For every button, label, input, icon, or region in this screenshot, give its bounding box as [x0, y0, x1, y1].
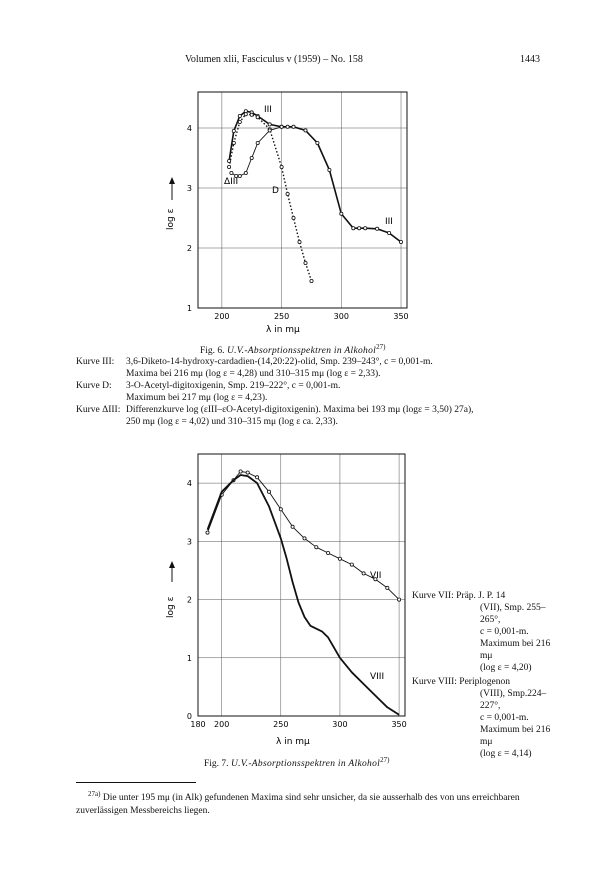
fig6-plot-frame [198, 92, 407, 308]
fig6-series-D-point [280, 165, 283, 168]
fig6-x-tick-label: 350 [393, 312, 409, 321]
fig6-series-D-line [229, 114, 311, 281]
y-axis-arrowhead [169, 561, 175, 568]
fig6-series-D-point [244, 113, 247, 116]
fig7-y-tick-label: 4 [186, 479, 192, 489]
fig7-y-tick-label: 0 [186, 712, 192, 721]
fig6-y-tick-label: 2 [186, 244, 192, 253]
fig6-series-D-point [298, 240, 301, 243]
figure-6-legend-block: Kurve III: 3,6-Diketo-14-hydroxy-cardadien-(14,20:22)-olid, Smp. 239–243°, c = 0,001-m. Maxima bei 216 mμ (log ε = 4,28) und 310–315 mμ (log ε = 2,33). Kurve D: 3-O-Acetyl-digitoxigenin, Smp. 219–222°, c = 0,001-m. Maximum bei 217 mμ (log ε = 4,23). Kurve ΔIII: Differenzkurve log (εIII–εO-Acetyl-digitoxigenin). Maxima bei 193 mμ (logε = 3,50) 27a), 250 mμ (log ε = 4,02) und 310–315 mμ (log ε ca. 2,33). [76, 357, 474, 427]
figure-6-chart [160, 80, 420, 340]
fig6-series-delta-III-point [244, 171, 247, 174]
y-axis-arrowhead [169, 177, 175, 184]
fig6-series-III-point [388, 231, 391, 234]
fig6-y-tick-label: 1 [186, 304, 192, 313]
page-number: 1443 [520, 54, 540, 65]
fig6-series-D-point [292, 216, 295, 219]
fig6-series-delta-III-point [280, 125, 283, 128]
fig6-series-D-point [238, 120, 241, 123]
fig7-series-VII-point [239, 470, 242, 473]
fig7-series-VII-point [398, 598, 401, 601]
fig6-series-III-point [352, 227, 355, 230]
fig7-series-VII-point [267, 490, 270, 493]
fig7-series-VII-point [256, 476, 259, 479]
fig6-series-III-line [229, 111, 401, 242]
fig7-x-tick-label: 300 [332, 720, 348, 729]
fig6-series-III-point [328, 168, 331, 171]
fig6-series-delta-III-point [230, 171, 233, 174]
fig7-y-tick-label: 2 [186, 595, 192, 605]
fig6-series-III-point [340, 212, 343, 215]
fig7-series-VII-point [327, 551, 330, 554]
fig6-series-D-point [232, 141, 235, 144]
fig6-series-delta-III-point [250, 156, 253, 159]
kurve-VIII-entry: Kurve VIII: Periplogenon (VIII), Smp.224–227°, c = 0,001-m. Maximum bei 216 mμ (log ε = 4,14) [412, 677, 551, 759]
x-axis-label: λ in mμ [266, 325, 300, 335]
fig6-x-tick-label: 250 [273, 312, 290, 321]
fig6-series-delta-III-point [268, 129, 271, 132]
fig6-series-D-point [250, 113, 253, 116]
fig7-series-VII-point [303, 537, 306, 540]
y-axis-label: log ε [166, 208, 176, 230]
fig6-series-III-point [292, 125, 295, 128]
fig7-series-VII-point [362, 572, 365, 575]
fig7-series-VII-point [315, 546, 318, 549]
curve-label-III-tail: III [385, 217, 393, 227]
fig7-x-tick-label: 350 [391, 720, 407, 729]
curve-label-III-peak: III [264, 105, 272, 115]
fig6-series-delta-III-point [256, 141, 259, 144]
running-header: Volumen xlii, Fasciculus v (1959) – No. 158 [185, 54, 363, 65]
fig6-series-D-point [304, 261, 307, 264]
fig7-x-tick-label: 180 [190, 720, 206, 729]
fig7-y-tick-label: 3 [186, 537, 192, 547]
fig6-series-delta-III-point [286, 125, 289, 128]
fig6-x-tick-label: 300 [333, 312, 349, 321]
fig7-series-VII-point [291, 525, 294, 528]
figure-7-caption: Fig. 7. U.V.-Absorptionsspektren in Alkohol$^{27)}$ [204, 756, 390, 770]
fig6-series-D-point [256, 116, 259, 119]
y-axis-label: log ε [166, 596, 176, 618]
fig7-series-VII-point [206, 531, 209, 534]
fig6-series-III-point [316, 141, 319, 144]
figure-7-chart [160, 446, 420, 751]
fig6-series-III-point [376, 227, 379, 230]
fig7-series-VII-point [246, 471, 249, 474]
figure-7-legend-block [412, 590, 562, 760]
fig7-y-tick-label: 1 [186, 653, 192, 663]
fig6-y-tick-label: 4 [186, 124, 192, 133]
fig6-series-III-point [399, 240, 402, 243]
fig6-y-tick-label: 3 [186, 184, 192, 193]
fig6-series-D-point [310, 279, 313, 282]
fig6-x-tick-label: 200 [214, 312, 230, 321]
fig7-series-VII-point [386, 586, 389, 589]
fig6-series-III-point [238, 114, 241, 117]
fig7-series-VII-point [350, 563, 353, 566]
x-axis-label: λ in mμ [276, 737, 310, 747]
kurve-VII-entry: Kurve VII: Präp. J. P. 14 (VII), Smp. 255–265°, c = 0,001-m. Maximum bei 216 mμ (log ε = 4,20) [412, 591, 551, 673]
fig6-series-III-point [364, 227, 367, 230]
fig7-series-VII-point [338, 557, 341, 560]
fig7-x-tick-label: 250 [273, 720, 289, 729]
footnote: $^{27a)}$ Die unter 195 mμ (in Alk) gefundenen Maxima sind sehr unsicher, da sie ausserhalb des von uns erreichbaren zuverlässigen Messbereichs liegen. [76, 790, 520, 817]
curve-label-VII: VII [370, 571, 382, 581]
curve-label-VIII: VIII [370, 672, 385, 682]
fig6-series-delta-III-point [238, 174, 241, 177]
curve-label-D: D [272, 186, 279, 196]
fig6-series-D-point [228, 165, 231, 168]
fig6-series-III-point [268, 123, 271, 126]
footnote-rule [76, 782, 196, 783]
fig6-series-III-point [232, 129, 235, 132]
fig6-series-delta-III-line [231, 127, 287, 176]
fig6-series-III-point [304, 129, 307, 132]
fig7-x-tick-label: 200 [214, 720, 230, 729]
fig6-series-III-point [358, 227, 361, 230]
curve-label-delta-III: ΔIII [224, 177, 239, 187]
fig7-series-VII-point [279, 508, 282, 511]
figure-6-caption: Fig. 6. U.V.-Absorptionsspektren in Alkohol$^{27)}$ [200, 343, 386, 357]
fig6-series-D-point [286, 192, 289, 195]
